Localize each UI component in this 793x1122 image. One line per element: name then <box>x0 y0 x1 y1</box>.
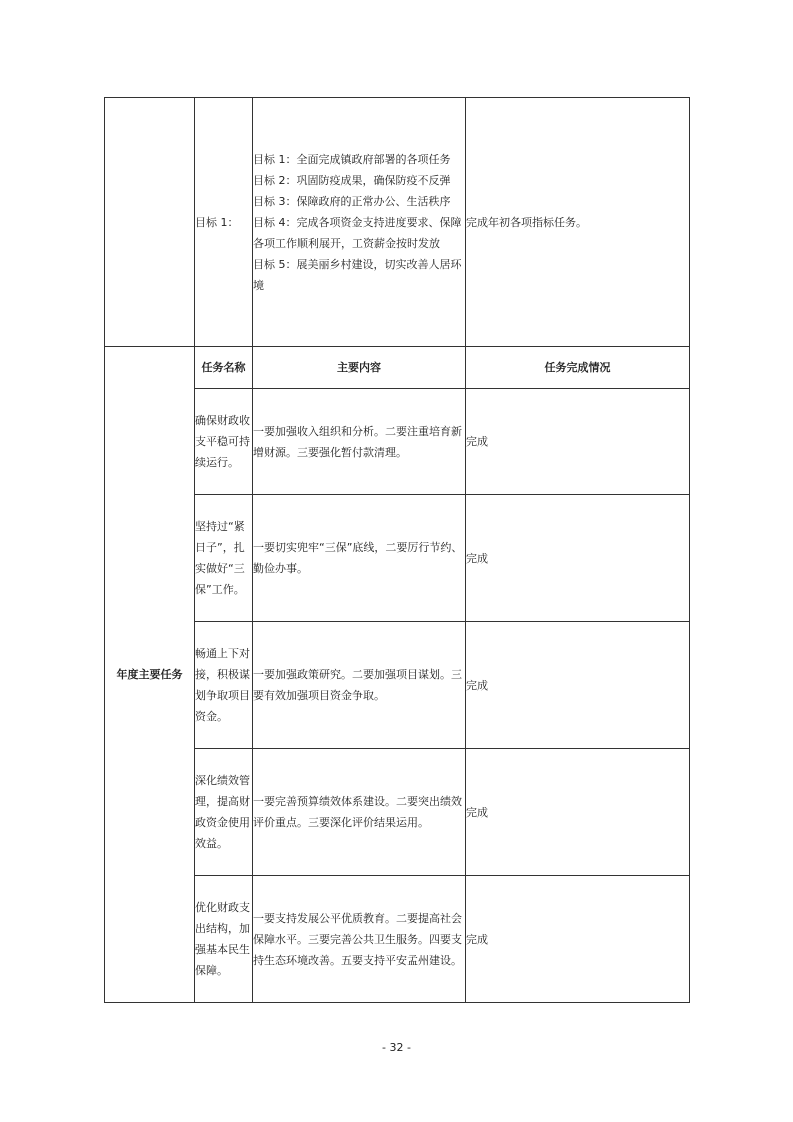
header-status: 任务完成情况 <box>466 347 690 389</box>
task-status: 完成 <box>466 749 690 876</box>
task-content: 一要完善预算绩效体系建设。二要突出绩效评价重点。三要深化评价结果运用。 <box>253 749 466 876</box>
task-content: 一要支持发展公平优质教育。二要提高社会保障水平。三要完善公共卫生服务。四要支持生态环境改善。五要支持平安孟州建设。 <box>253 876 466 1003</box>
header-content: 主要内容 <box>253 347 466 389</box>
goals-list <box>253 98 466 347</box>
goal-item: 目标 3：保障政府的正常办公、生活秩序 <box>253 194 451 208</box>
tasks-header-row <box>105 347 690 389</box>
section-title: 年度主要任务 <box>105 347 195 1003</box>
performance-table <box>104 97 690 1003</box>
goals-blank-cell <box>105 98 195 347</box>
task-name: 畅通上下对接，积极谋划争取项目资金。 <box>195 622 253 749</box>
goal-item: 目标 4：完成各项资金支持进度要求、保障各项工作顺利展开，工资薪金按时发放 <box>253 215 462 250</box>
task-name: 优化财政支出结构，加强基本民生保障。 <box>195 876 253 1003</box>
task-status: 完成 <box>466 622 690 749</box>
header-task-name: 任务名称 <box>195 347 253 389</box>
goal-item: 目标 2：巩固防疫成果，确保防疫不反弹 <box>253 173 451 187</box>
page-number: - 32 - <box>382 1041 411 1054</box>
task-name: 深化绩效管理，提高财政资金使用效益。 <box>195 749 253 876</box>
task-status: 完成 <box>466 495 690 622</box>
task-status: 完成 <box>466 876 690 1003</box>
task-status: 完成 <box>466 389 690 495</box>
goal-item: 目标 5：展美丽乡村建设，切实改善人居环境 <box>253 257 462 292</box>
goals-label: 目标 1： <box>195 98 253 347</box>
goal-item: 目标 1：全面完成镇政府部署的各项任务 <box>253 152 451 166</box>
task-content: 一要切实兜牢“三保”底线，二要厉行节约、勤俭办事。 <box>253 495 466 622</box>
task-content: 一要加强政策研究。二要加强项目谋划。三要有效加强项目资金争取。 <box>253 622 466 749</box>
goals-row <box>105 98 690 347</box>
task-content: 一要加强收入组织和分析。二要注重培育新增财源。三要强化暂付款清理。 <box>253 389 466 495</box>
task-name: 确保财政收支平稳可持续运行。 <box>195 389 253 495</box>
task-name: 坚持过“紧日子”，扎实做好“三保”工作。 <box>195 495 253 622</box>
goals-result: 完成年初各项指标任务。 <box>466 98 690 347</box>
